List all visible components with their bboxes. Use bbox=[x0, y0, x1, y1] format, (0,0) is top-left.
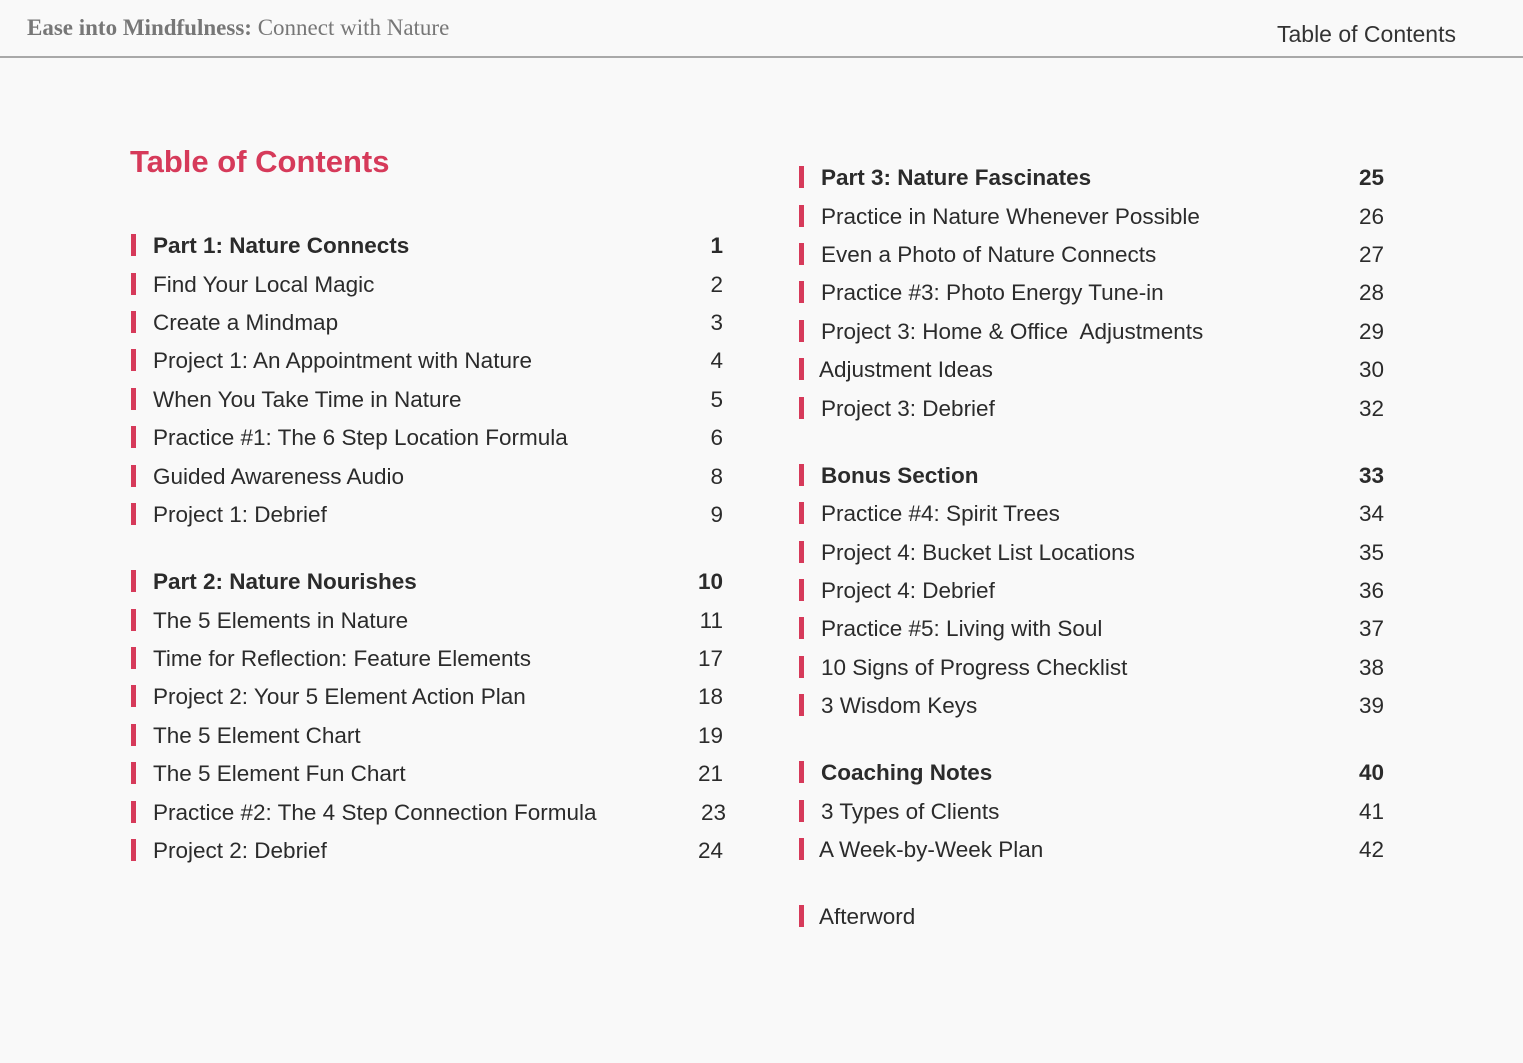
toc-entry-label: Project 2: Debrief bbox=[153, 838, 327, 863]
toc-entry-page: 33 bbox=[1358, 463, 1384, 488]
toc-part-entry[interactable] bbox=[799, 462, 1399, 490]
accent-bar bbox=[799, 905, 804, 927]
toc-entry-label: The 5 Element Chart bbox=[153, 723, 361, 748]
toc-entry-label: Practice #3: Photo Energy Tune-in bbox=[821, 280, 1164, 305]
toc-entry-page: 36 bbox=[1358, 578, 1384, 603]
accent-bar bbox=[131, 388, 136, 410]
accent-bar bbox=[799, 541, 804, 563]
accent-bar bbox=[131, 273, 136, 295]
accent-bar bbox=[799, 205, 804, 227]
accent-bar bbox=[131, 465, 136, 487]
toc-entry-page: 19 bbox=[697, 723, 723, 748]
toc-entry-label: Afterword bbox=[819, 904, 916, 929]
toc-entry[interactable] bbox=[799, 836, 1399, 864]
accent-bar bbox=[799, 281, 804, 303]
toc-entry-page: 4 bbox=[710, 348, 723, 373]
toc-entry-label: Project 3: Debrief bbox=[821, 396, 995, 421]
toc-entry-page: 34 bbox=[1358, 501, 1384, 526]
toc-entry-page: 25 bbox=[1358, 165, 1384, 190]
toc-entry[interactable] bbox=[799, 798, 1399, 826]
toc-entry[interactable] bbox=[799, 395, 1399, 423]
accent-bar bbox=[131, 426, 136, 448]
book-title-subtitle: Connect with Nature bbox=[251, 15, 450, 40]
accent-bar bbox=[799, 838, 804, 860]
toc-entry-label: 10 Signs of Progress Checklist bbox=[821, 655, 1128, 680]
accent-bar bbox=[799, 656, 804, 678]
toc-entry[interactable] bbox=[131, 347, 731, 375]
toc-entry-label: The 5 Element Fun Chart bbox=[153, 761, 406, 786]
toc-entry[interactable] bbox=[131, 386, 731, 414]
toc-entry-label: Practice in Nature Whenever Possible bbox=[821, 204, 1200, 229]
accent-bar bbox=[799, 761, 804, 783]
book-title-main: Ease into Mindfulness: bbox=[27, 15, 252, 40]
toc-part-entry[interactable] bbox=[799, 164, 1399, 192]
toc-entry-label: Bonus Section bbox=[821, 463, 979, 488]
toc-entry-page: 35 bbox=[1358, 540, 1384, 565]
toc-entry-label: Adjustment Ideas bbox=[819, 357, 993, 382]
toc-entry-page: 11 bbox=[699, 608, 723, 633]
accent-bar bbox=[131, 311, 136, 333]
accent-bar bbox=[799, 800, 804, 822]
toc-entry[interactable] bbox=[799, 356, 1399, 384]
toc-heading: Table of Contents bbox=[130, 144, 390, 179]
toc-entry[interactable] bbox=[799, 692, 1399, 720]
toc-entry[interactable] bbox=[799, 539, 1399, 567]
accent-bar bbox=[799, 502, 804, 524]
toc-entry-label: 3 Wisdom Keys bbox=[821, 693, 978, 718]
accent-bar bbox=[799, 166, 804, 188]
toc-entry-label: Even a Photo of Nature Connects bbox=[821, 242, 1157, 267]
accent-bar bbox=[131, 609, 136, 631]
toc-entry-label: Project 1: Debrief bbox=[153, 502, 327, 527]
toc-entry-page: 1 bbox=[710, 233, 723, 258]
toc-entry-label: A Week-by-Week Plan bbox=[819, 837, 1044, 862]
book-title bbox=[27, 15, 449, 41]
toc-entry-page: 8 bbox=[710, 464, 723, 489]
accent-bar bbox=[131, 647, 136, 669]
accent-bar bbox=[131, 570, 136, 592]
toc-entry-label: Guided Awareness Audio bbox=[153, 464, 405, 489]
toc-entry-page: 18 bbox=[697, 684, 723, 709]
accent-bar bbox=[799, 243, 804, 265]
toc-entry-label: When You Take Time in Nature bbox=[153, 387, 462, 412]
toc-entry-label: Project 4: Debrief bbox=[821, 578, 995, 603]
accent-bar bbox=[131, 724, 136, 746]
toc-entry[interactable] bbox=[131, 722, 731, 750]
toc-entry-page: 6 bbox=[710, 425, 723, 450]
accent-bar bbox=[131, 503, 136, 525]
toc-entry-page: 21 bbox=[697, 761, 723, 786]
toc-entry[interactable] bbox=[799, 654, 1399, 682]
accent-bar bbox=[799, 358, 804, 380]
accent-bar bbox=[131, 349, 136, 371]
accent-bar bbox=[799, 617, 804, 639]
toc-entry-label: Practice #4: Spirit Trees bbox=[821, 501, 1060, 526]
toc-entry-page: 26 bbox=[1358, 204, 1384, 229]
toc-entry-page: 39 bbox=[1358, 693, 1384, 718]
toc-entry-label: Part 1: Nature Connects bbox=[153, 233, 410, 258]
toc-entry-afterword[interactable] bbox=[799, 903, 1399, 931]
toc-entry-page: 28 bbox=[1358, 280, 1384, 305]
toc-entry[interactable] bbox=[799, 241, 1399, 269]
toc-entry[interactable] bbox=[131, 501, 731, 529]
toc-entry-label: Create a Mindmap bbox=[153, 310, 339, 335]
toc-entry-label: Project 4: Bucket List Locations bbox=[821, 540, 1135, 565]
accent-bar bbox=[799, 320, 804, 342]
accent-bar bbox=[131, 839, 136, 861]
toc-entry-label: Part 3: Nature Fascinates bbox=[821, 165, 1092, 190]
accent-bar bbox=[131, 234, 136, 256]
toc-entry-page: 41 bbox=[1358, 799, 1384, 824]
toc-entry-label: Project 1: An Appointment with Nature bbox=[153, 348, 532, 373]
toc-entry-label: Practice #5: Living with Soul bbox=[821, 616, 1103, 641]
toc-part-entry[interactable] bbox=[131, 568, 731, 596]
toc-entry[interactable] bbox=[131, 424, 731, 452]
toc-entry[interactable] bbox=[131, 309, 731, 337]
accent-bar bbox=[131, 801, 136, 823]
toc-entry-label: Practice #2: The 4 Step Connection Formula bbox=[153, 800, 597, 825]
toc-entry-page: 38 bbox=[1358, 655, 1384, 680]
toc-entry-label: Project 2: Your 5 Element Action Plan bbox=[153, 684, 526, 709]
accent-bar bbox=[799, 694, 804, 716]
toc-entry-page: 5 bbox=[710, 387, 723, 412]
toc-entry-page: 27 bbox=[1358, 242, 1384, 267]
toc-entry[interactable] bbox=[131, 799, 731, 827]
toc-entry[interactable] bbox=[131, 463, 731, 491]
toc-entry[interactable] bbox=[799, 279, 1399, 307]
toc-entry[interactable] bbox=[131, 760, 731, 788]
accent-bar bbox=[799, 579, 804, 601]
toc-entry-page: 3 bbox=[710, 310, 723, 335]
toc-entry-page: 10 bbox=[697, 569, 723, 594]
toc-entry-page: 17 bbox=[697, 646, 723, 671]
toc-entry[interactable] bbox=[131, 645, 731, 673]
toc-entry[interactable] bbox=[799, 577, 1399, 605]
section-title: Table of Contents bbox=[1276, 21, 1456, 47]
toc-entry-page: 23 bbox=[700, 800, 726, 825]
toc-entry[interactable] bbox=[799, 318, 1399, 346]
toc-entry-label: Practice #1: The 6 Step Location Formula bbox=[153, 425, 568, 450]
toc-entry-label: Project 3: Home & Office Adjustments bbox=[821, 319, 1204, 344]
toc-entry[interactable] bbox=[131, 837, 731, 865]
toc-entry[interactable] bbox=[799, 203, 1399, 231]
toc-entry-label: Part 2: Nature Nourishes bbox=[153, 569, 417, 594]
accent-bar bbox=[131, 685, 136, 707]
toc-entry-page: 9 bbox=[710, 502, 723, 527]
toc-entry-page: 29 bbox=[1358, 319, 1384, 344]
toc-part-entry[interactable] bbox=[799, 759, 1399, 787]
toc-entry-page: 30 bbox=[1358, 357, 1384, 382]
toc-entry[interactable] bbox=[799, 615, 1399, 643]
toc-entry-page: 24 bbox=[697, 838, 723, 863]
toc-entry-page: 37 bbox=[1358, 616, 1384, 641]
toc-entry[interactable] bbox=[131, 683, 731, 711]
accent-bar bbox=[799, 397, 804, 419]
toc-entry[interactable] bbox=[799, 500, 1399, 528]
toc-entry-label: Find Your Local Magic bbox=[153, 272, 375, 297]
accent-bar bbox=[131, 762, 136, 784]
toc-entry-label: 3 Types of Clients bbox=[821, 799, 1000, 824]
toc-entry-page: 2 bbox=[710, 272, 723, 297]
toc-entry-page: 42 bbox=[1358, 837, 1384, 862]
toc-entry-page: 32 bbox=[1358, 396, 1384, 421]
toc-entry[interactable] bbox=[131, 271, 731, 299]
toc-entry-label: Coaching Notes bbox=[821, 760, 993, 785]
page-header bbox=[0, 0, 1523, 58]
accent-bar bbox=[799, 464, 804, 486]
toc-part-entry[interactable] bbox=[131, 232, 731, 260]
toc-entry-label: Time for Reflection: Feature Elements bbox=[153, 646, 532, 671]
toc-entry-page: 40 bbox=[1358, 760, 1384, 785]
toc-entry-label: The 5 Elements in Nature bbox=[153, 608, 409, 633]
toc-entry[interactable] bbox=[131, 607, 731, 635]
